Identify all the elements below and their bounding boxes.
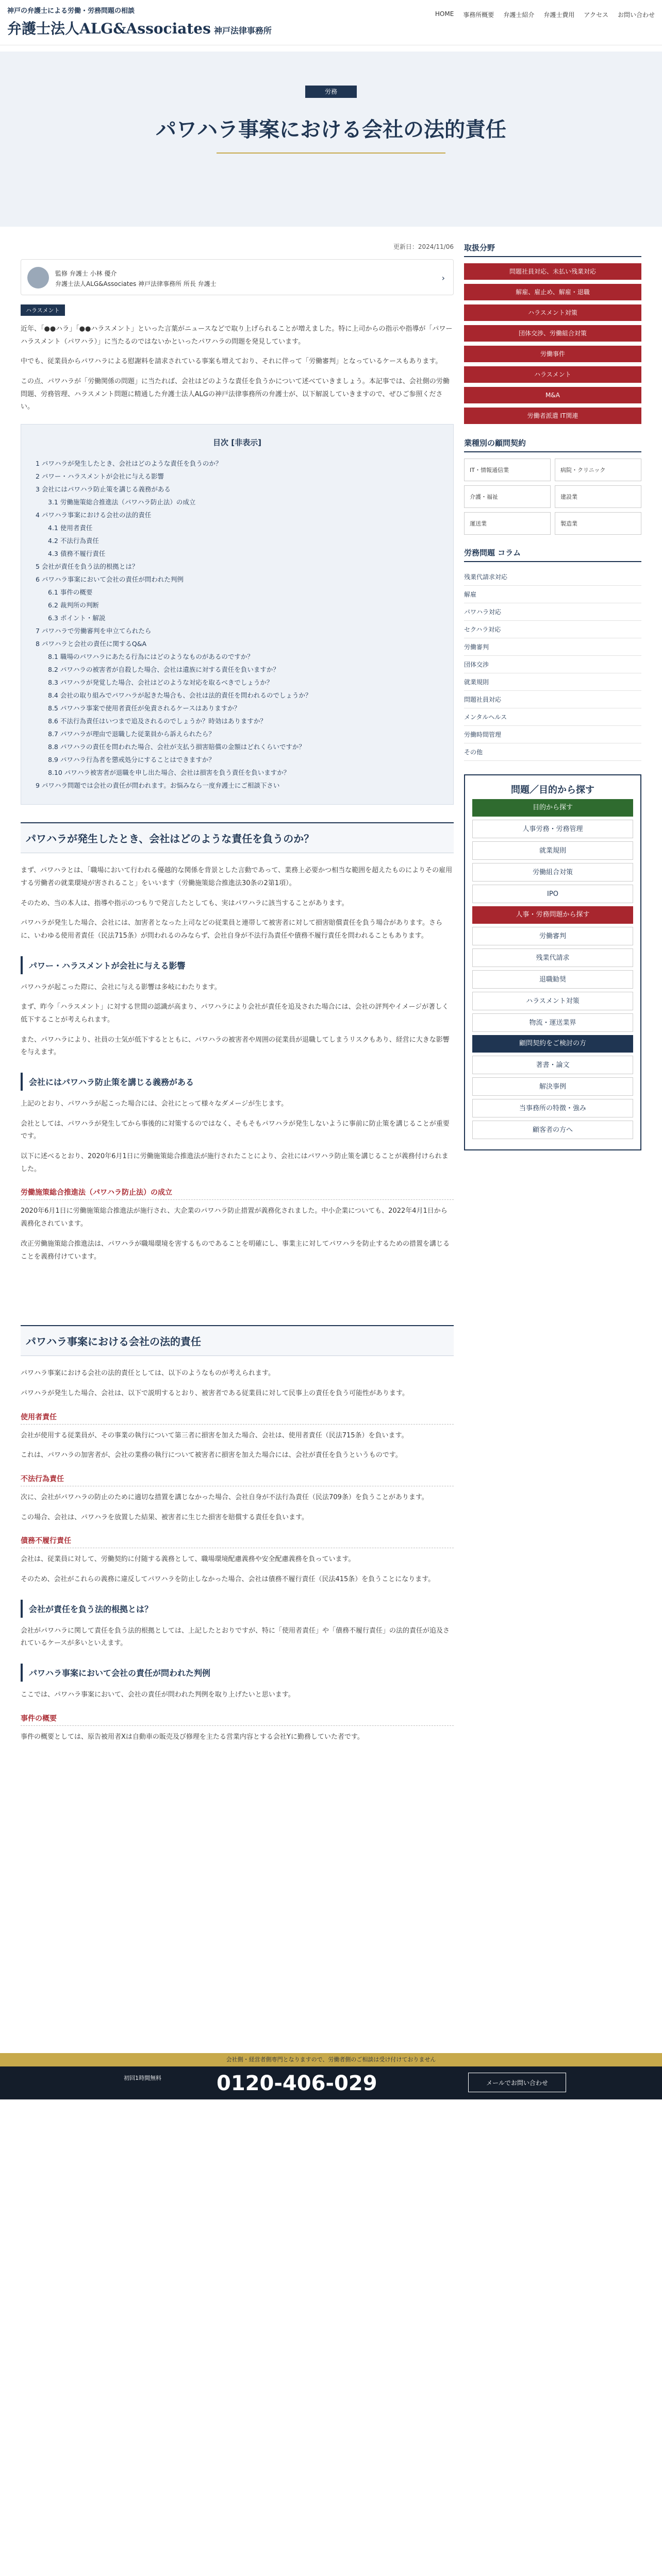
minor-heading: 労働施策総合推進法（パワハラ防止法）の成立 bbox=[21, 1187, 454, 1200]
section-heading: パワハラが発生したとき、会社はどのような責任を負うのか？ bbox=[21, 822, 454, 853]
cta-title: 問題／目的から探す bbox=[511, 785, 594, 795]
subsection-heading: 会社にはパワハラ防止策を講じる義務がある bbox=[21, 1073, 454, 1091]
toc-item[interactable]: 8.9 パワハラ行為者を懲戒処分にすることはできますか？ bbox=[48, 756, 215, 764]
author-card[interactable] bbox=[21, 259, 454, 295]
cta-item[interactable]: 退職勧奨 bbox=[472, 970, 633, 989]
section-heading: パワハラ事案における会社の法的責任 bbox=[21, 1325, 454, 1356]
cta-item[interactable]: 労働審判 bbox=[472, 927, 633, 945]
column-link[interactable]: その他 bbox=[464, 743, 641, 761]
paragraph: まず、パワハラとは、「職場において行われる優越的な関係を背景とした言動であって、業務上必要かつ相当な範囲を超えたものによりその雇用する労働者の就業環境が害されること」をいいます（労働施策総合推進法30条の2第1項）。 bbox=[21, 867, 453, 887]
sidebar-item-area[interactable]: 問題社員対応、未払い残業対応 bbox=[464, 263, 641, 280]
column-link[interactable]: メンタルヘルス bbox=[464, 708, 641, 726]
paragraph: 次に、会社がパワハラの防止のために適切な措置を講じなかった場合、会社自身が不法行為責任（民法709条）を負うことがあります。 bbox=[21, 1493, 428, 1501]
category-badge[interactable]: 労務 bbox=[305, 86, 357, 98]
minor-heading: 使用者責任 bbox=[21, 1412, 454, 1425]
sidebar-link[interactable]: 解決事例 bbox=[472, 1077, 633, 1096]
paragraph: まず、昨今「ハラスメント」に対する世間の認識が高まり、パワハラにより会社が責任を追及された場合には、会社の評判やイメージが著しく低下することが考えられます。 bbox=[21, 1003, 449, 1024]
cta-item[interactable]: 残業代請求 bbox=[472, 948, 633, 967]
paragraph: ここでは、パワハラ事案において、会社の責任が問われた判例を取り上げたいと思います。 bbox=[21, 1691, 295, 1699]
minor-heading: 不法行為責任 bbox=[21, 1473, 454, 1486]
toc-title[interactable]: 目次 [非表示] bbox=[213, 438, 261, 448]
search-purpose-button[interactable]: 目的から探す bbox=[472, 799, 633, 817]
paragraph: 会社としては、パワハラが発生してから事後的に対策するのではなく、そもそもパワハラが発生しないように事前に防止策を講じることが重要です。 bbox=[21, 1120, 450, 1141]
column-link[interactable]: パワハラ対応 bbox=[464, 603, 641, 621]
toc-item[interactable]: 7 パワハラで労働審判を申立てられたら bbox=[36, 627, 152, 635]
paragraph: そのため、会社がこれらの義務に違反してパワハラを防止しなかった場合、会社は債務不履行責任（民法415条）を負うことになります。 bbox=[21, 1575, 435, 1583]
sidebar-link[interactable]: 著書・論文 bbox=[472, 1056, 633, 1074]
article-body bbox=[21, 242, 454, 1751]
industry-grid bbox=[464, 459, 641, 535]
toc-item[interactable]: 8.10 パワハラ被害者が退職を申し出た場合、会社は損害を負う責任を負いますか？ bbox=[48, 769, 290, 777]
site-header bbox=[0, 0, 662, 45]
sidebar-link[interactable]: 顧客者の方へ bbox=[472, 1121, 633, 1139]
toc-item[interactable]: 6.3 ポイント・解説 bbox=[48, 614, 106, 622]
subsection-heading: パワー・ハラスメントが会社に与える影響 bbox=[21, 956, 454, 974]
paragraph: 改正労働施策総合推進法は、パワハラが職場環境を害するものであることを明確にし、事業主に対してパワハラを防止するための措置を講じることを義務付けています。 bbox=[21, 1240, 450, 1261]
sidebar-item-area[interactable]: ハラスメント対策 bbox=[464, 304, 641, 321]
toc-item[interactable]: 5 会社が責任を負う法的根拠とは？ bbox=[36, 563, 139, 571]
nav-home[interactable]: HOME bbox=[435, 10, 454, 18]
cta-item[interactable]: 就業規則 bbox=[472, 841, 633, 860]
toc-item[interactable]: 6 パワハラ事案において会社の責任が問われた判例 bbox=[36, 575, 184, 584]
sidebar-heading: 労務問題 コラム bbox=[464, 547, 641, 562]
industry-tile[interactable]: 運送業 bbox=[464, 512, 551, 535]
fixed-contact-bar bbox=[0, 2053, 662, 2099]
subsection-heading: 会社が責任を負う法的根拠とは？ bbox=[21, 1600, 454, 1618]
cta-item[interactable]: IPO bbox=[472, 885, 633, 903]
toc-item[interactable]: 6.2 裁判所の判断 bbox=[48, 601, 99, 609]
page-title: パワハラ事案における会社の法的責任 bbox=[156, 117, 506, 142]
cta-item[interactable]: 労働組合対策 bbox=[472, 863, 633, 882]
paragraph: 2020年6月1日に労働施策総合推進法が施行され、大企業のパワハラ防止措置が義務化されました。中小企業についても、2022年4月1日から義務化されています。 bbox=[21, 1207, 448, 1228]
column-link[interactable]: 労働時間管理 bbox=[464, 726, 641, 743]
chevron-right-icon: › bbox=[441, 273, 445, 283]
toc-item[interactable]: 4 パワハラ事案における会社の法的責任 bbox=[36, 511, 152, 519]
paragraph: パワハラが発生した場合、会社は、以下で説明するとおり、被害者である従業員に対して民事上の責任を負う可能性があります。 bbox=[21, 1389, 409, 1397]
phone-number[interactable]: 0120-406-029 bbox=[217, 2072, 377, 2095]
logo-text: 弁護士法人ALG&Associates bbox=[7, 20, 211, 37]
paragraph: 会社がパワハラに関して責任を負う法的根拠としては、上記したとおりですが、特に「使用者責任」や「債務不履行責任」の法的責任が追及されているケースが多いといえます。 bbox=[21, 1626, 450, 1648]
minor-heading: 事件の概要 bbox=[21, 1713, 454, 1726]
site-logo[interactable] bbox=[7, 18, 272, 38]
updated-date: 更新日：2024/11/06 bbox=[393, 243, 454, 250]
column-link[interactable]: 労働審判 bbox=[464, 638, 641, 656]
nav-fees[interactable]: 弁護士費用 bbox=[543, 11, 575, 19]
retainer-button[interactable]: 顧問契約をご検討の方 bbox=[472, 1035, 633, 1053]
subsection-heading: パワハラ事案において会社の責任が問われた判例 bbox=[21, 1664, 454, 1682]
industry-tile[interactable]: 介護・福祉 bbox=[464, 485, 551, 508]
paragraph: そのため、当の本人は、指導や指示のつもりで発言したとしても、実はパワハラに該当することがあります。 bbox=[21, 899, 349, 907]
sidebar-item-area[interactable]: 労働者派遣 IT関連 bbox=[464, 408, 641, 424]
column-list bbox=[464, 568, 641, 761]
toc-item[interactable]: 4.3 債務不履行責任 bbox=[48, 550, 106, 558]
sidebar-item-area[interactable]: M&A bbox=[464, 387, 641, 403]
column-link[interactable]: 解雇 bbox=[464, 586, 641, 603]
minor-heading: 債務不履行責任 bbox=[21, 1535, 454, 1548]
global-nav bbox=[435, 10, 655, 19]
paragraph: パワハラが起こった際に、会社に与える影響は多岐にわたります。 bbox=[21, 983, 221, 991]
paragraph: 以下に述べるとおり、2020年6月1日に労働施策総合推進法が施行されたことにより、会社にはパワハラ防止策を講じることが義務付けられました。 bbox=[21, 1153, 449, 1173]
toc-item[interactable]: 2 パワー・ハラスメントが会社に与える影響 bbox=[36, 472, 164, 481]
sidebar-link[interactable]: 当事務所の特徴・強み bbox=[472, 1099, 633, 1117]
paragraph: これは、パワハラの加害者が、会社の業務の執行について被害者に損害を加えた場合には、会社が責任を負うというものです。 bbox=[21, 1451, 402, 1460]
intro-paragraph: 近年、「●●ハラ」「●●ハラスメント」といった言葉がニュースなどで取り上げられることが増えました。特に上司からの指示や指導が「パワーハラスメント（パワハラ）」に当たるのではないかといったパワハラの問題を発見しています。 bbox=[21, 325, 453, 346]
tel-label: 初回1時間無料 bbox=[124, 2075, 161, 2081]
paragraph: この場合、会社は、パワハラを放置した結果、被害者に生じた損害を賠償する責任を負います。 bbox=[21, 1513, 308, 1521]
paragraph: また、パワハラにより、社員の士気が低下するとともに、パワハラの被害者や周囲の従業員が退職してしまうリスクもあり、経営に大きな影響を与えます。 bbox=[21, 1036, 450, 1057]
industry-tile[interactable]: 建設業 bbox=[555, 485, 641, 508]
toc-list bbox=[36, 457, 439, 792]
toc-item[interactable]: 3 会社にはパワハラ防止策を講じる義務がある bbox=[36, 485, 171, 494]
sidebar-item-area[interactable]: 解雇、雇止め、解雇・退職 bbox=[464, 284, 641, 300]
sidebar-item-area[interactable]: 団体交渉、労働組合対策 bbox=[464, 325, 641, 342]
toc-item[interactable]: 8.8 パワハラの責任を問われた場合、会社が支払う損害賠償の金額はどれくらいですか？ bbox=[48, 743, 305, 751]
toc-item[interactable]: 8.1 職場のパワハラにあたる行為にはどのようなものがあるのですか？ bbox=[48, 653, 254, 661]
sidebar-item-area[interactable]: ハラスメント bbox=[464, 366, 641, 383]
toc-item[interactable]: 4.1 使用者責任 bbox=[48, 524, 93, 532]
cta-item[interactable]: ハラスメント対策 bbox=[472, 992, 633, 1010]
cta-item[interactable]: 物流・運送業界 bbox=[472, 1013, 633, 1032]
column-link[interactable]: 就業規則 bbox=[464, 673, 641, 691]
nav-office[interactable]: 事務所概要 bbox=[463, 11, 494, 19]
paragraph: パワハラが発生した場合、会社には、加害者となった上司などの従業員と連帯して被害者に対して損害賠償責任を負う場合があります。さらに、いわゆる使用者責任（民法715条）が問われるのみならず、会社自身が不法行為責任や債務不履行責任を問われることもあります。 bbox=[21, 919, 442, 940]
toc-item[interactable]: 8.5 パワハラ事案で使用者責任が免責されるケースはありますか？ bbox=[48, 704, 241, 713]
paragraph: 上記のとおり、パワハラが起こった場合には、会社にとって様々なダメージが生じます。 bbox=[21, 1100, 288, 1108]
sidebar bbox=[464, 242, 641, 1150]
toc-item[interactable]: 8.2 パワハラの被害者が自殺した場合、会社は遺族に対する責任を負いますか？ bbox=[48, 666, 279, 674]
author-name: 監修 弁護士 小林 優介 bbox=[55, 270, 117, 277]
industry-tile[interactable]: IT・情報通信業 bbox=[464, 459, 551, 481]
nav-access[interactable]: アクセス bbox=[584, 11, 608, 19]
cta-item[interactable]: 人事・労務問題から探す bbox=[472, 906, 633, 924]
industry-tile[interactable]: 病院・クリニック bbox=[555, 459, 641, 481]
intro-paragraph: 中でも、従業員からパワハラによる慰謝料を請求されている事案も増えており、それに伴って「労働審判」となっているケースもあります。 bbox=[21, 358, 442, 366]
column-link[interactable]: 残業代請求対応 bbox=[464, 568, 641, 586]
sidebar-heading: 取扱分野 bbox=[464, 242, 641, 257]
toc-item[interactable]: 1 パワハラが発生したとき、会社はどのような責任を負うのか？ bbox=[36, 460, 222, 468]
column-link[interactable]: 問題社員対応 bbox=[464, 691, 641, 708]
nav-lawyers[interactable]: 弁護士紹介 bbox=[503, 11, 535, 19]
sidebar-item-area[interactable]: 労働事件 bbox=[464, 346, 641, 362]
logo-tagline: 神戸の弁護士による労働・労務問題の相談 bbox=[7, 7, 135, 15]
article-hero bbox=[0, 52, 662, 227]
toc-item[interactable]: 8.4 会社の取り組みでパワハラが起きた場合も、会社は法的責任を問われるのでしょうか？ bbox=[48, 691, 312, 700]
nav-contact[interactable]: お問い合わせ bbox=[617, 11, 655, 19]
author-org: 弁護士法人ALG&Associates 神戸法律事務所 所長 弁護士 bbox=[55, 280, 217, 287]
toc-item[interactable]: 8.3 パワハラが発覚した場合、会社はどのような対応を取るべきでしょうか？ bbox=[48, 679, 273, 687]
toc-item[interactable]: 8 パワハラと会社の責任に関するQ&A bbox=[36, 640, 147, 648]
logo-office: 神戸法律事務所 bbox=[213, 26, 272, 36]
toc-item[interactable]: 9 パワハラ問題では会社の責任が問われます。お悩みなら一度弁護士にご相談下さい bbox=[36, 782, 280, 790]
table-of-contents bbox=[21, 424, 454, 805]
title-underline bbox=[217, 152, 445, 154]
cta-item[interactable]: 人事労務・労務管理 bbox=[472, 820, 633, 838]
sidebar-heading: 業種別の顧問契約 bbox=[464, 437, 641, 452]
paragraph: 会社は、従業員に対して、労働契約に付随する義務として、職場環境配慮義務や安全配慮義務を負っています。 bbox=[21, 1555, 355, 1564]
toc-item[interactable]: 3.1 労働施策総合推進法（パワハラ防止法）の成立 bbox=[48, 498, 196, 506]
column-link[interactable]: セクハラ対応 bbox=[464, 621, 641, 638]
cta-item-list bbox=[472, 820, 633, 1032]
column-link[interactable]: 団体交渉 bbox=[464, 656, 641, 673]
contact-notice: 会社側・経営者側専門となりますので、労働者側のご相談は受け付けておりません bbox=[0, 2053, 662, 2066]
mail-contact-button[interactable]: メールでお問い合わせ bbox=[468, 2073, 566, 2092]
article-tag[interactable]: ハラスメント bbox=[21, 304, 65, 316]
avatar bbox=[27, 267, 49, 289]
paragraph: 会社が使用する従業員が、その事業の執行について第三者に損害を加えた場合、会社は、使用者責任（民法715条）を負います。 bbox=[21, 1431, 408, 1439]
toc-item[interactable]: 8.7 パワハラが理由で退職した従業員から訴えられたら？ bbox=[48, 730, 215, 738]
toc-item[interactable]: 6.1 事件の概要 bbox=[48, 588, 93, 597]
intro-paragraph: この点、パワハラが「労働関係の問題」に当たれば、会社はどのような責任を負うかについて述べていきましょう。本記事では、会社側の労働問題、労務管理、ハラスメント問題に精通した弁護士法人ALGの神戸法律事務所の弁護士が、以下解説していきますので、ぜひご参照ください。 bbox=[21, 378, 450, 411]
cta-box bbox=[464, 774, 641, 1150]
toc-item[interactable]: 8.6 不法行為責任はいつまで追及されるのでしょうか？時効はありますか？ bbox=[48, 717, 267, 725]
toc-item[interactable]: 4.2 不法行為責任 bbox=[48, 537, 99, 545]
industry-tile[interactable]: 製造業 bbox=[555, 512, 641, 535]
paragraph: 事件の概要としては、原告被用者Xは自動車の販売及び修理を主たる営業内容とする会社Yに勤務していた者です。 bbox=[21, 1733, 364, 1741]
paragraph: パワハラ事案における会社の法的責任としては、以下のようなものが考えられます。 bbox=[21, 1369, 275, 1378]
